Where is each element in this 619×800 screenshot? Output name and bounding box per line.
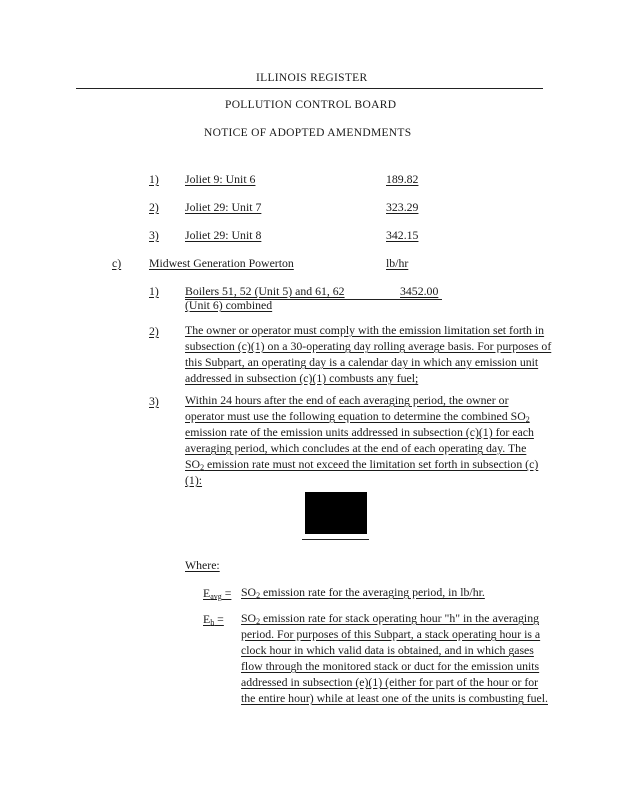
item1-name-line1: Boilers 51, 52 (Unit 5) and 61, 62 bbox=[185, 284, 345, 298]
list-item-name: Joliet 29: Unit 7 bbox=[185, 200, 262, 214]
list-item-value: 323.29 bbox=[386, 200, 419, 214]
header-rule bbox=[76, 88, 543, 89]
list-item-value: 342.15 bbox=[386, 228, 419, 242]
section-c-unit: lb/hr bbox=[386, 256, 409, 270]
def-symbol: $E_{avg}$ = bbox=[203, 586, 232, 601]
list-item-name: Joliet 9: Unit 6 bbox=[185, 172, 256, 186]
notice-title: NOTICE OF ADOPTED AMENDMENTS bbox=[204, 127, 412, 139]
equation-rule bbox=[302, 539, 369, 540]
register-title: ILLINOIS REGISTER bbox=[256, 72, 368, 84]
item1-value: 3452.00 bbox=[400, 284, 439, 298]
def-symbol: $E_h$ = bbox=[203, 612, 224, 627]
item1-name-line2: (Unit 6) combined bbox=[185, 298, 273, 312]
list-item-number: 2) bbox=[149, 200, 159, 214]
list-item-number: 1) bbox=[149, 172, 159, 186]
item2-number: 2) bbox=[149, 324, 159, 338]
def-text: $SO_2$ emission rate for stack operating hour "h" in the averaging period. For purposes of this Subpart, a stack operating hour is a clock hour in which valid data is obtained, and in which gases flow through the monitored stack or duct for the emission units addressed in subsection (e)(1) (either for part of the hour or for the entire hour) while at least one of the units is combusting fuel. bbox=[241, 611, 548, 705]
section-c-letter: c) bbox=[112, 256, 122, 270]
item3-paragraph: Within 24 hours after the end of each averaging period, the owner or operator must use the following equation to determine the combined $SO_2$ emission rate of the emission units addressed in subsection (c)(1) for each averaging period, which concludes at the end of each operating day. The $SO_2$ emission rate must not exceed the limitation set forth in subsection (c)(1): bbox=[185, 393, 539, 487]
board-title: POLLUTION CONTROL BOARD bbox=[225, 99, 397, 111]
list-item-name: Joliet 29: Unit 8 bbox=[185, 228, 262, 242]
section-c-title: Midwest Generation Powerton bbox=[149, 256, 294, 270]
where-label: Where: bbox=[185, 558, 220, 572]
list-item-value: 189.82 bbox=[386, 172, 419, 186]
equation-image bbox=[305, 492, 367, 534]
list-item-number: 3) bbox=[149, 228, 159, 242]
item2-paragraph: The owner or operator must comply with the emission limitation set forth in subsection (c)(1) on a 30-operating day rolling average basis. For purposes of this Subpart, an operating day is a calendar day in which any emission unit addressed in subsection (c)(1) combusts any fuel; bbox=[185, 323, 552, 385]
item1-number: 1) bbox=[149, 284, 159, 298]
item3-number: 3) bbox=[149, 394, 159, 408]
def-text: $SO_2$ emission rate for the averaging period, in lb/hr. bbox=[241, 585, 485, 600]
